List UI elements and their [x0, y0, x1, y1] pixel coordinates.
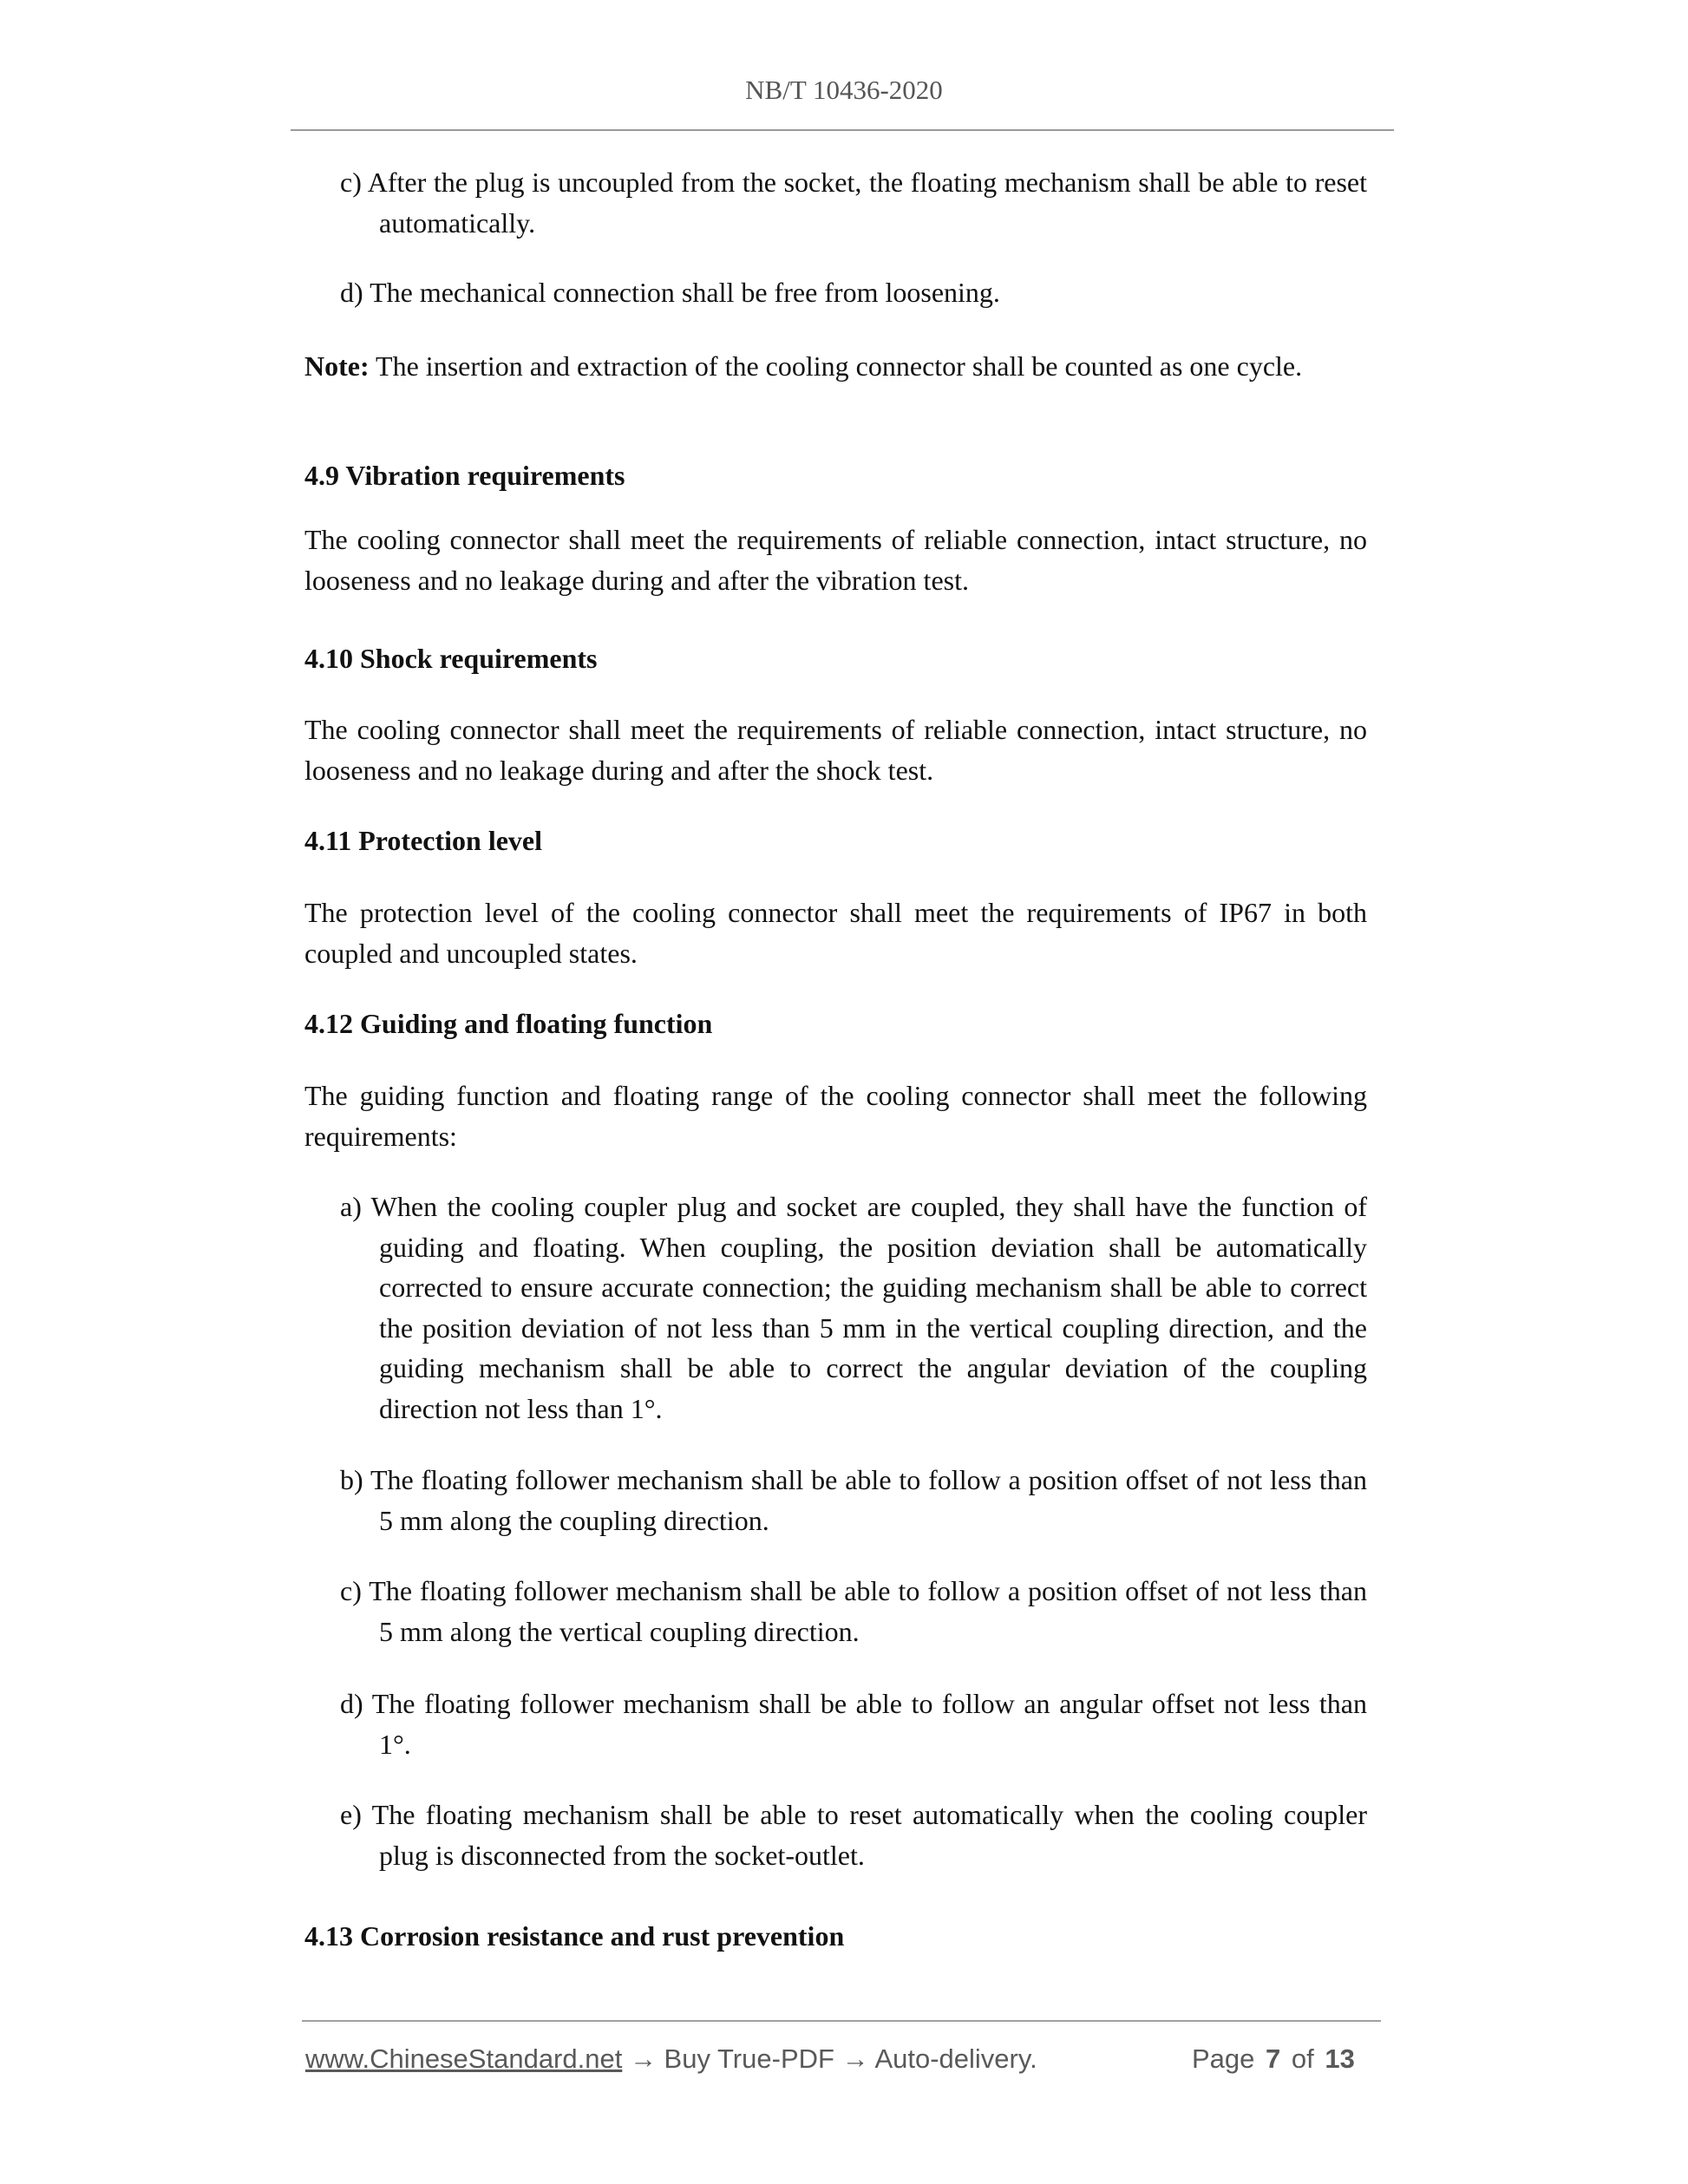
page-of-label: of [1291, 2043, 1314, 2074]
list-marker: b) [340, 1464, 363, 1495]
list-item-text: The floating follower mechanism shall be able to follow an angular offset not less than 1°. [371, 1688, 1368, 1760]
list-marker: c) [340, 1575, 362, 1606]
section-heading-4-13: 4.13 Corrosion resistance and rust prevention [304, 1920, 845, 1952]
list-marker: c) [340, 167, 362, 198]
list-item-c-previous [304, 162, 1367, 243]
list-marker: e) [340, 1799, 362, 1830]
list-item-text: After the plug is uncoupled from the socket, the floating mechanism shall be able to reset automatically. [367, 167, 1368, 239]
list-marker: d) [340, 277, 363, 308]
footer-divider [302, 2020, 1381, 2022]
footer-promo-text: → Buy True-PDF → Auto-delivery. [622, 2043, 1037, 2074]
note-paragraph [304, 346, 1367, 387]
section-body-4-12: The guiding function and floating range of the cooling connector shall meet the following requirements: [304, 1080, 1367, 1152]
list-item-text: The floating mechanism shall be able to reset automatically when the cooling coupler plug is disconnected from the socket-outlet. [371, 1799, 1368, 1871]
list-item-d [304, 1684, 1367, 1764]
section-body-4-11: The protection level of the cooling connector shall meet the requirements of IP67 in both coupled and uncoupled states. [304, 897, 1367, 969]
note-text: The insertion and extraction of the cooling connector shall be counted as one cycle. [376, 350, 1303, 382]
section-body-4-9: The cooling connector shall meet the requirements of reliable connection, intact structure, no looseness and no leakage during and after the vibration test. [304, 524, 1367, 596]
section-heading-4-11: 4.11 Protection level [304, 825, 542, 856]
page-current: 7 [1266, 2043, 1281, 2074]
list-marker: d) [340, 1688, 363, 1719]
chinesestandard-link[interactable]: www.ChineseStandard.net [305, 2043, 623, 2074]
footer-promo [305, 2040, 1037, 2078]
list-item-a [304, 1187, 1367, 1429]
list-item-text: The mechanical connection shall be free from loosening. [370, 277, 1000, 308]
page-total: 13 [1325, 2043, 1355, 2074]
page-indicator [1192, 2040, 1355, 2078]
list-item-text: The floating follower mechanism shall be able to follow a position offset of not less than 5 mm along the coupling direction. [370, 1464, 1368, 1536]
list-marker: a) [340, 1191, 362, 1222]
section-heading-4-9: 4.9 Vibration requirements [304, 460, 625, 491]
page-label: Page [1192, 2043, 1255, 2074]
list-item-e [304, 1795, 1367, 1875]
section-body-4-10: The cooling connector shall meet the requirements of reliable connection, intact structure, no looseness and no leakage during and after the shock test. [304, 714, 1367, 786]
section-heading-4-10: 4.10 Shock requirements [304, 643, 598, 674]
note-label: Note: [304, 350, 370, 382]
document-header-id: NB/T 10436-2020 [745, 75, 943, 105]
section-heading-4-12: 4.12 Guiding and floating function [304, 1008, 713, 1039]
list-item-c [304, 1571, 1367, 1651]
list-item-b [304, 1460, 1367, 1540]
header-divider [291, 129, 1394, 131]
list-item-d-previous [304, 272, 1367, 313]
list-item-text: When the cooling coupler plug and socket are coupled, they shall have the function of guiding and floating. When coupling, the position deviation shall be automatically corrected to ensure accurate connection; the guiding mechanism shall be able to correct the position deviation of not less than 5 mm in the vertical coupling direction, and the guiding mechanism shall be able to correct the angular deviation of the coupling direction not less than 1°. [370, 1191, 1368, 1424]
list-item-text: The floating follower mechanism shall be able to follow a position offset of not less than 5 mm along the vertical coupling direction. [369, 1575, 1368, 1647]
